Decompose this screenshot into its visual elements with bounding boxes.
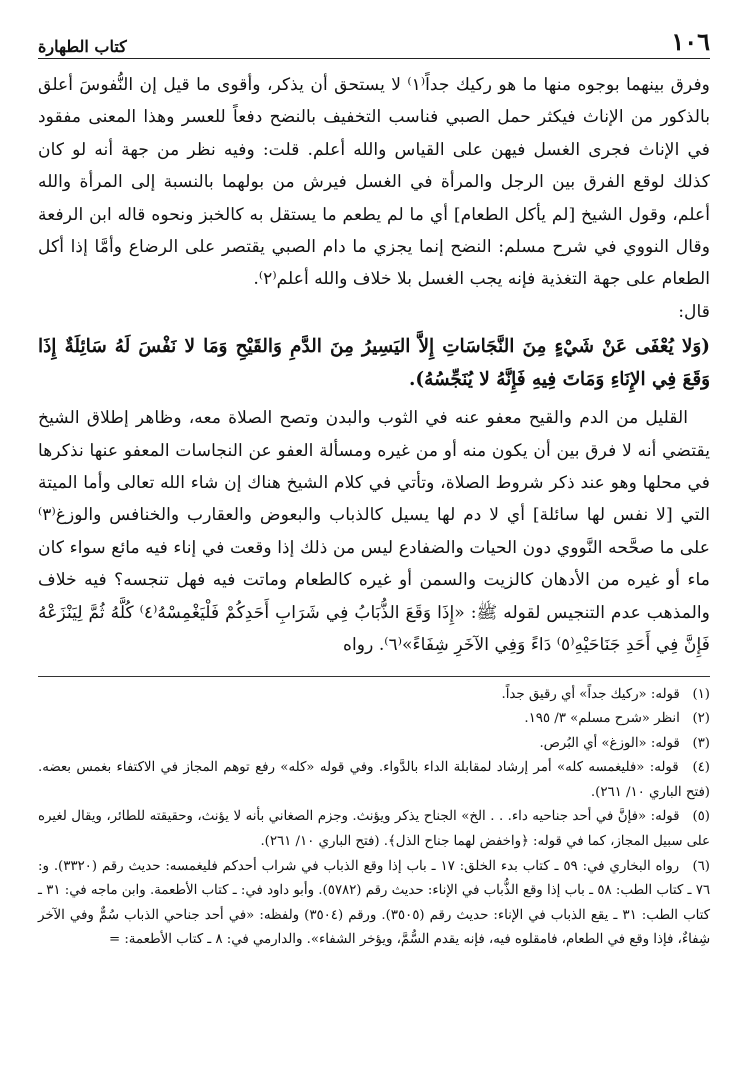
main-text — [38, 69, 710, 662]
book-page — [38, 28, 710, 1068]
footnote — [38, 707, 710, 732]
footnote-text: قوله: «فليغمسه كله» أمر إرشاد لمقابلة الداء بالدَّواء. وفي قوله «كله» رفع توهم المجاز في الاكتفاء بغمس بعضه. (فتح الباري ١٠/ ٢٦١). — [38, 760, 710, 800]
footnote-separator — [38, 676, 710, 677]
footnote-text: قوله: «ركيك جداً» أي رقيق جداً. — [501, 686, 680, 702]
footnote — [38, 805, 710, 854]
footnote — [38, 855, 710, 953]
paragraph-2: القليل من الدم والقيح معفو عنه في الثوب والبدن وتصح الصلاة معه، وظاهر إطلاق الشيخ يقتضي أنه لا فرق بين أن يكون منه أو من غيره ومسألة العفو عن النجاسات المعفو عنها نذكرها في محلها وهو عند ذكر شروط الصلاة، وتأتي في كلام الشيخ هناك إن شاء الله تعالى وأما الميتة التي [لا نفس لها سائلة] أي لا دم لها يسيل كالذباب والبعوض والعقارب والخنافس والوزغ⁽٣⁾ على ما صحَّحه النَّووي دون الحيات والضفادع ليس من ذلك إذا وقعت في إناء فيه مائع سواء كان ماء أو غيره من الأدهان كالزيت والسمن أو غيره كالطعام وماتت فيه فهل تنجسه؟ فيه خلاف والمذهب عدم التنجيس لقوله ﷺ: «إِذَا وَقَعَ الذُّبَابُ فِي شَرَابِ أَحَدِكُمْ فَلْيَغْمِسْهُ⁽٤⁾ كُلَّهُ ثُمَّ لِيَنْزَعْهُ فَإِنَّ فِي أَحَدِ جَنَاحَيْهِ⁽٥⁾ دَاءً وَفِي الآخَرِ شِفَاءً»⁽٦⁾. رواه — [38, 408, 710, 656]
footnote-text: قوله: «فإنَّ في أحد جناحيه داء. . . الخ» الجناح يذكر ويؤنث. وجزم الصغاني بأنه لا يؤنث، وحقيقته للطائر، ويقال لغيره على سبيل المجاز، كما في قوله: ﴿واخفض لهما جناح الذل﴾. (فتح الباري ١٠/ ٢٦١). — [38, 809, 710, 850]
footnote-number: (٣) — [692, 735, 710, 751]
footnote-number: (٦) — [692, 858, 710, 874]
footnote-text: رواه البخاري في: ٥٩ ـ كتاب بدء الخلق: ١٧ ـ باب إذا وقع الذباب في شراب أحدكم فليغمسه: حديث رقم (٣٣٢٠). و: ٧٦ ـ كتاب الطب: ٥٨ ـ باب إذا وقع الذُّباب في الإناء: حديث رقم (٥٧٨٢). وأبو داود في: ـ كتاب الأطعمة. وابن ماجه في: ٣١ ـ كتاب الطب: ٣١ ـ يقع الذباب في الإناء: حديث رقم (٣٥٠٥). ورقم (٣٥٠٤) ولفظه: «في أحد جناحي الذباب سُمٌّ وفي الآخر شِفاءٌ، فإذا وقع في الطعام، فامقلوه فيه، فإنه يقدم السُّمَّ، ويؤخر الشفاء». والدارمي في: ٨ ـ كتاب الأطعمة: = — [38, 858, 710, 948]
footnote-number: (٥) — [692, 809, 710, 825]
footnotes — [38, 683, 710, 954]
matn-quote: (وَلا يُعْفَى عَنْ شَيْءٍ مِنَ النَّجَاسَاتِ إِلاَّ اليَسِيرُ مِنَ الدَّمِ وَالقَيْحِ وَمَا لا نَفْسَ لَهُ سَائِلَةٌ إِذَا وَقَعَ فِي الإِنَاءِ وَمَاتَ فِيهِ فَإِنَّهُ لا يُنَجِّسُهُ). — [38, 336, 710, 391]
footnote-number: (٤) — [692, 760, 710, 776]
footnote — [38, 683, 710, 708]
footnote-text: انظر «شرح مسلم» ٣/ ١٩٥. — [524, 711, 680, 727]
book-title: كتاب الطهارة — [38, 37, 127, 56]
footnote-number: (٢) — [692, 711, 710, 727]
qala-label: قال: — [678, 301, 710, 322]
footnote — [38, 756, 710, 805]
footnote-number: (١) — [692, 686, 710, 702]
footnote — [38, 732, 710, 757]
page-header — [38, 28, 710, 59]
footnote-text: قوله: «الوزغ» أي البُرص. — [539, 735, 680, 751]
page-number: ١٠٦ — [671, 27, 710, 56]
paragraph-1: وفرق بينهما بوجوه منها ما هو ركيك جداً⁽١⁾ لا يستحق أن يذكر، وأقوى ما قيل إن النُّفوسَ أعلق بالذكور من الإناث فيكثر حمل الصبي فناسب التخفيف بالنضح دفعاً للعسر وهذا المعنى مفقود في الإناث فجرى الغسل فيهن على القياس والله أعلم. قلت: وفيه نظر من جهة أنه لو كان كذلك لوقع الفرق بين الرجل والمرأة في الغسل فيرش من بولهما بالنسبة إلى المرأة والله أعلم، وقول الشيخ [لم يأكل الطعام] أي ما لم يطعم ما يستقل به كالخبز ونحوه قاله ابن الرفعة وقال النووي في شرح مسلم: النضح إنما يجزي ما دام الصبي يقتصر على الرضاع وأمَّا إذا أكل الطعام على جهة التغذية فإنه يجب الغسل بلا خلاف والله أعلم⁽٢⁾. — [38, 75, 710, 290]
